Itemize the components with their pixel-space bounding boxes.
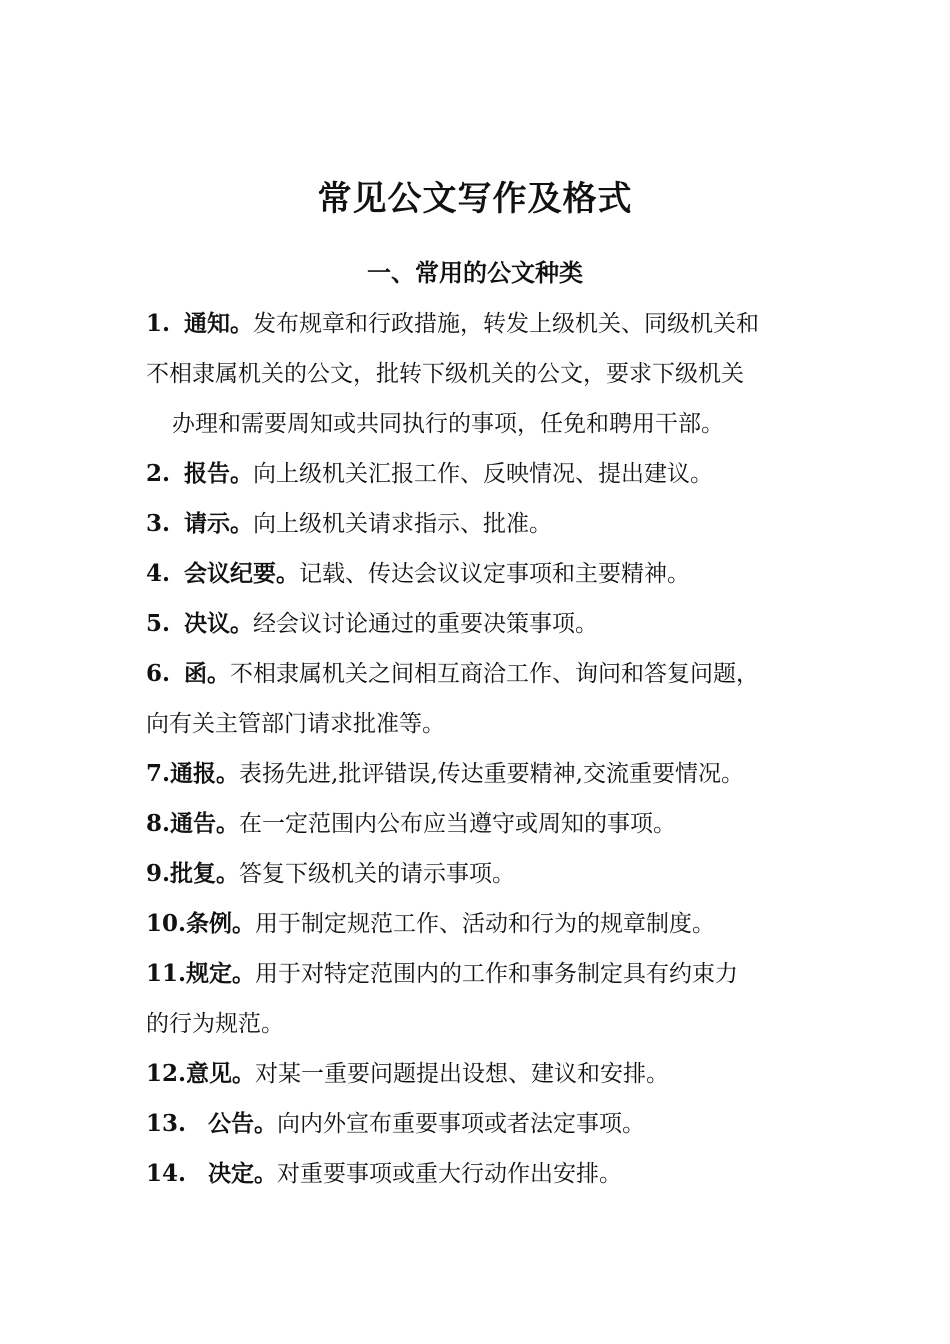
item-number: 9. [146,860,171,887]
section-heading: 一、常用的公文种类 [367,258,583,287]
item-text: 在一定范围内公布应当遵守或周知的事项。 [239,811,677,837]
list-item-request [146,504,816,544]
item-text: 不相隶属机关之间相互商洽工作、询问和答复问题， [230,661,760,687]
list-item-regulations [146,904,816,944]
item-number: 7. [146,760,171,787]
list-item-notice-continued [146,354,816,394]
item-term: 会议纪要。 [184,560,300,587]
document-title: 常见公文写作及格式 [317,179,633,219]
item-term: 决定。 [208,1160,278,1187]
list-item-notice-continued [172,404,842,444]
list-item-decision [146,1154,816,1194]
item-text: 办理和需要周知或共同执行的事项，任免和聘用干部。 [172,411,724,437]
item-term: 批复。 [170,860,240,887]
item-number: 1. [146,310,171,337]
item-term: 通知。 [184,310,254,337]
item-term: 意见。 [186,1060,256,1087]
item-text: 向上级机关请求指示、批准。 [253,511,553,537]
item-number: 12. [146,1060,187,1087]
list-item-provisions-continued [146,1004,816,1044]
item-text: 记载、传达会议议定事项和主要精神。 [299,561,691,587]
item-number: 11. [146,960,187,987]
list-item-reply [146,854,816,894]
item-text: 向内外宣布重要事项或者法定事项。 [277,1111,646,1137]
item-term: 函。 [184,660,231,687]
item-text: 不相隶属机关的公文，批转下级机关的公文，要求下级机关 [146,361,744,387]
item-number: 2. [146,460,171,487]
item-text: 用于对特定范围内的工作和事务制定具有约束力 [255,961,739,987]
item-text: 向有关主管部门请求批准等。 [146,711,445,737]
list-item-circular [146,754,816,794]
item-term: 通报。 [170,760,240,787]
item-term: 规定。 [186,960,256,987]
list-item-report [146,454,816,494]
item-text: 的行为规范。 [146,1011,284,1037]
item-term: 请示。 [184,510,254,537]
item-number: 14. [146,1160,187,1187]
item-term: 报告。 [184,460,254,487]
item-term: 通告。 [170,810,240,837]
list-item-letter [146,654,816,694]
item-text: 发布规章和行政措施，转发上级机关、同级机关和 [253,311,760,337]
item-text: 表扬先进,批评错误,传达重要精神,交流重要情况。 [239,761,744,787]
item-text: 经会议讨论通过的重要决策事项。 [253,611,599,637]
item-text: 对某一重要问题提出设想、建议和安排。 [255,1061,670,1087]
item-number: 4. [146,560,171,587]
list-item-announcement [146,804,816,844]
item-number: 3. [146,510,171,537]
item-number: 10. [146,910,187,937]
item-number: 5. [146,610,171,637]
list-item-public-notice [146,1104,816,1144]
list-item-notice [146,304,816,344]
item-number: 8. [146,810,171,837]
list-item-opinion [146,1054,816,1094]
list-item-minutes [146,554,816,594]
list-item-provisions [146,954,816,994]
item-term: 决议。 [184,610,254,637]
item-number: 6. [146,660,171,687]
item-text: 对重要事项或重大行动作出安排。 [277,1161,623,1187]
item-number: 13. [146,1110,187,1137]
item-term: 条例。 [186,910,256,937]
list-item-resolution [146,604,816,644]
list-item-letter-continued [146,704,816,744]
item-text: 向上级机关汇报工作、反映情况、提出建议。 [253,461,714,487]
item-term: 公告。 [208,1110,278,1137]
item-text: 用于制定规范工作、活动和行为的规章制度。 [255,911,716,937]
item-text: 答复下级机关的请示事项。 [239,861,516,887]
